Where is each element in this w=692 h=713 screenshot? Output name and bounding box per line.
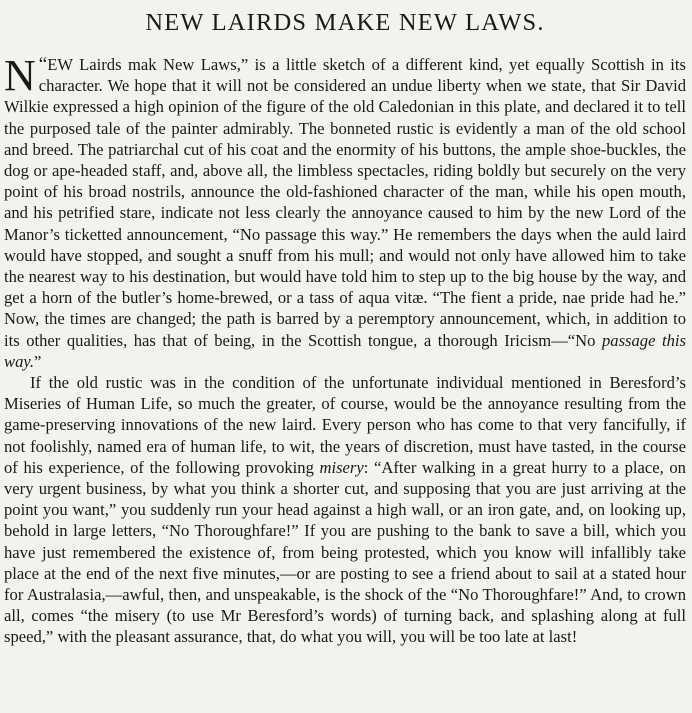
paragraph-1-close: ” [33, 351, 42, 371]
paragraph-1-italic-way: this way. [4, 330, 686, 371]
page-title: NEW LAIRDS MAKE NEW LAWS. [145, 9, 545, 36]
document-page [4, 6, 686, 648]
paragraph-1 [4, 51, 686, 372]
drop-cap: N [4, 51, 36, 100]
paragraph-2 [4, 372, 686, 648]
paragraph-1-text: EW Lairds mak New Laws,” is a little sketch of a different kind, yet equally Scottish in its character. We hope that it will not be considered an undue liberty when we state, that Sir David Wilkie expressed a high opinion of the figure of the old Caledonian in this plate, and declared it to tell the purposed tale of the painter admirably. The bonneted rustic is evidently a man of the old school and breed. The patriarchal cut of his coat and the enormity of his buttons, the ample shoe-buckles, the dog or ape-headed staff, and, above all, the limbless spectacles, riding boldly but securely on the very point of his broad nostrils, announce the old-fashioned character of the man, while his open mouth, and his petrified stare, indicate not less clearly the annoyance caused to him by the new Lord of the Manor’s ticketted announcement, “No passage this way.” He remembers the days when the auld laird would have stopped, and sought a snuff from his mull; and would not only have allowed him to take the nearest way to his destination, but would have told him to step up to the big house by the way, and get a horn of the butler’s home-brewed, or a tass of aqua vitæ. “The fient a pride, nae pride had he.” Now, the times are changed; the path is barred by a peremptory announcement, which, in addition to its other qualities, has that of being, in the Scottish tongue, a thorough Iricism—“No [4, 55, 686, 350]
paragraph-2-italic-misery: misery [319, 457, 364, 477]
open-quote: “ [38, 54, 48, 75]
paragraph-2-text-b: : “After walking in a great hurry to a place, on very urgent business, by what you think a shorter cut, and supposing that you are just arriving at the point you want,” you suddenly run your head against a high wall, or an iron gate, and, on looking up, behold in large letters, “No Thoroughfare!” If you are pushing to the bank to save a bill, which you have just remembered the existence of, from being protested, which you know will infallibly take place at the end of the next five minutes,—or are posting to see a friend about to sail at a stated hour for Australasia,—awful, then, and unspeakable, is the shock of the “No Thoroughfare!” And, to crown all, comes “the misery (to use Mr Beresford’s words) of turning back, and splashing along at full speed,” with the pleasant assurance, that, do what you will, you will be too late at last! [4, 457, 686, 647]
paragraph-2-text-a: If the old rustic was in the condition of the unfortunate individual mentioned in Beresford’s Miseries of Human Life, so much the greater, of course, would be the annoyance resulting from the game-preserving innovations of the new laird. Every person who has come to that very fancifully, if not foolishly, named era of human life, to wit, the years of discretion, must have tasted, in the course of his experience, of the following provoking [4, 373, 686, 477]
paragraph-1-italic-passage: passage [602, 330, 656, 350]
